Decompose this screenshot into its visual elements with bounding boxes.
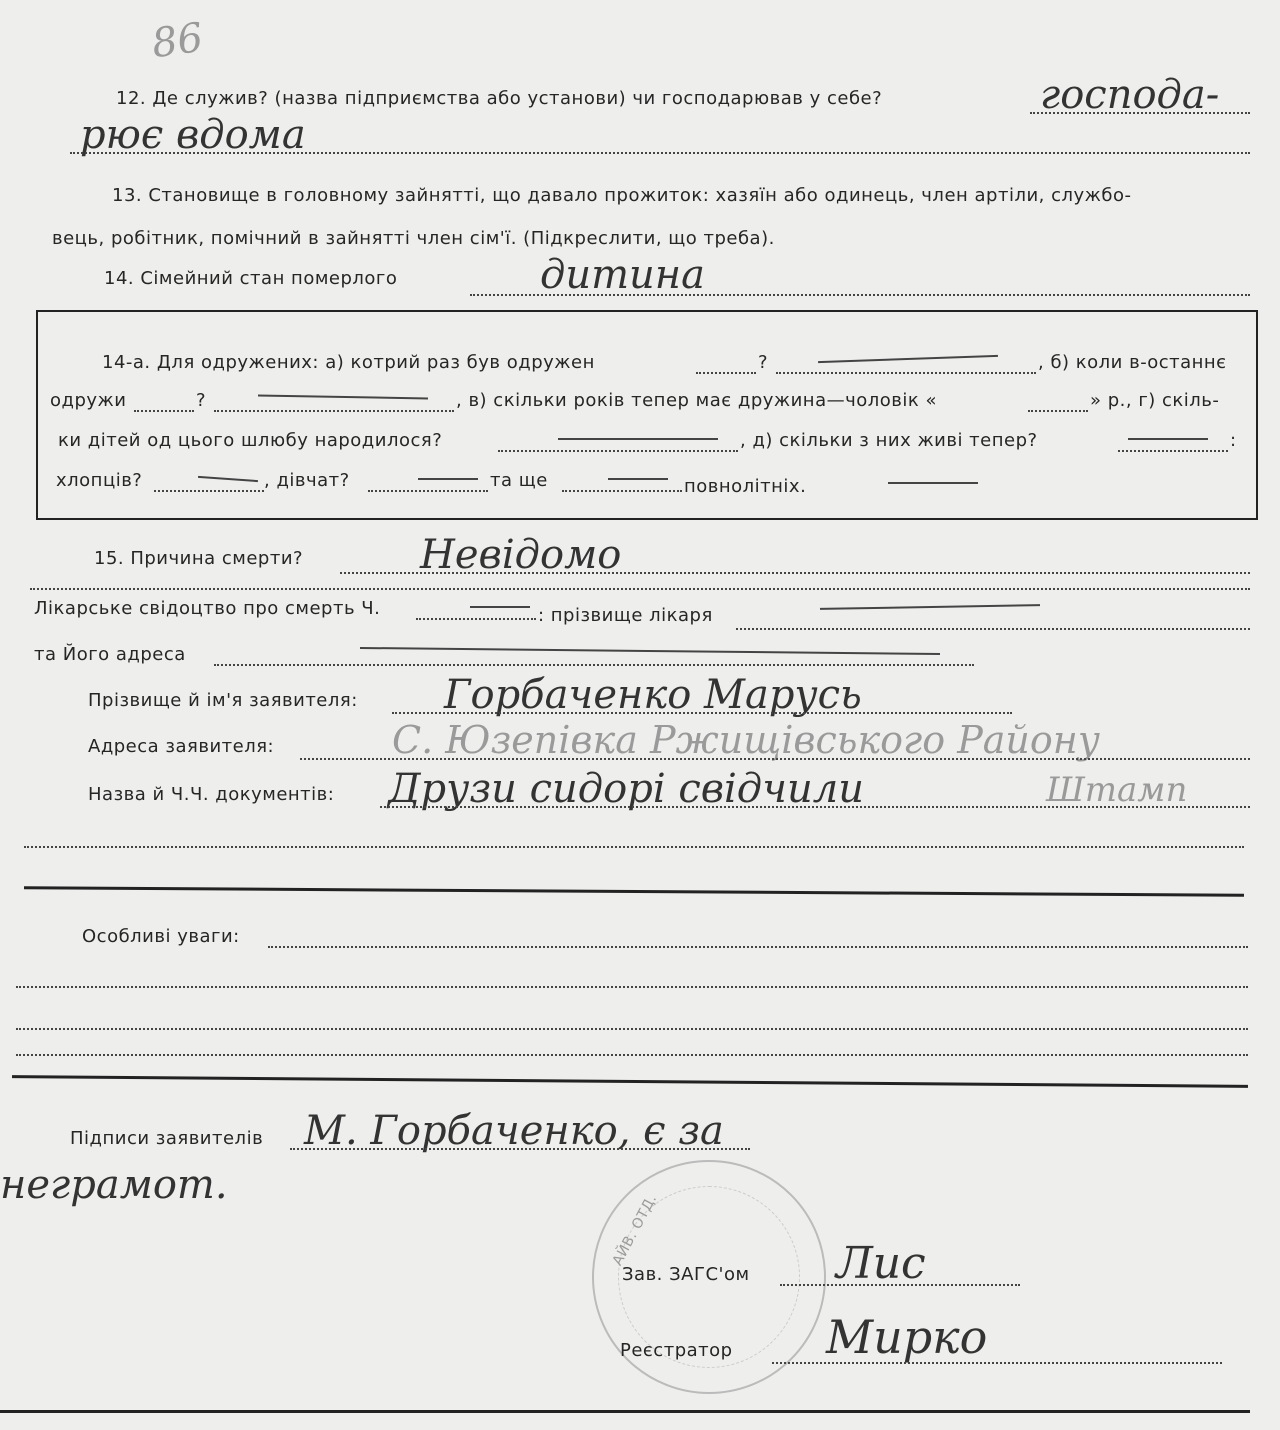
applicant-docs-dots	[380, 806, 1250, 808]
applicants-signature-label: Підписи заявителів	[70, 1128, 264, 1149]
zags-label: Зав. ЗАГС'ом	[622, 1264, 750, 1285]
applicants-signature-value: М. Горбаченко, є за	[304, 1108, 724, 1154]
q12-answer-part2: рює вдома	[80, 112, 306, 158]
medical-certificate-label: Лікарське свідоцтво про смерть Ч.	[34, 598, 381, 619]
q14a-dash-3	[558, 438, 718, 440]
q14-line	[470, 294, 1250, 296]
q15-line-2	[30, 588, 1250, 590]
registrar-signature: Мирко	[826, 1310, 988, 1364]
q14a-adult: повнолітніх.	[684, 476, 807, 497]
q14a-line1-end: , б) коли в-останнє	[1038, 352, 1227, 373]
medical-address-label: та Його адреса	[34, 644, 186, 665]
applicant-docs-faint: Штамп	[1046, 770, 1188, 810]
registrar-label: Реєстратор	[620, 1340, 733, 1361]
q14a-dash-3b	[1128, 438, 1208, 440]
q14a-dots-1a	[696, 372, 756, 374]
official-stamp-text: АЙВ. ОТД.	[609, 1191, 661, 1269]
q13-line1: 13. Становище в головному зайнятті, що давало прожиток: хазяїн або одинець, член артіли, службо-	[112, 185, 1132, 206]
q14a-line2-end: , в) скільки років тепер має дружина—чоловік «	[456, 390, 937, 411]
medical-address-dots	[214, 664, 974, 666]
q14a-dots-3b	[1118, 450, 1228, 452]
q14a-dash-2	[258, 395, 428, 400]
q14a-dots-2a	[134, 410, 194, 412]
applicant-docs-dots-2	[24, 846, 1244, 848]
q14a-line3-end: , д) скільки з них живі тепер?	[740, 430, 1038, 451]
zags-signature: Лис	[836, 1238, 926, 1289]
special-dots-3	[16, 1028, 1248, 1030]
q14a-dash-4b	[418, 478, 478, 480]
applicant-name-label: Прізвище й ім'я заявителя:	[88, 690, 358, 711]
q14a-dash-4c	[608, 478, 668, 480]
q15-label: 15. Причина смерти?	[94, 548, 304, 569]
applicant-address-label: Адреса заявителя:	[88, 736, 275, 757]
medical-doctor-dash	[820, 604, 1040, 610]
q14a-qmark-2: ?	[196, 390, 207, 411]
special-dots-1	[268, 946, 1248, 948]
applicant-docs-value: Друзи сидорі свідчили	[388, 766, 865, 812]
q14a-dots-4a	[154, 490, 264, 492]
applicant-address-value: С. Юзепівка Ржищівського Району	[392, 718, 1100, 762]
q14a-dash-4d	[888, 482, 978, 484]
q14-label: 14. Сімейний стан померлого	[104, 268, 398, 289]
q12-line-2	[70, 152, 1250, 154]
q14a-boys: хлопців?	[56, 470, 143, 491]
q14a-box	[36, 310, 1258, 520]
q12-label: 12. Де служив? (назва підприємства або установи) чи господарював у себе?	[116, 88, 883, 109]
special-dots-2	[16, 986, 1248, 988]
special-dots-4	[16, 1054, 1248, 1056]
q15-answer: Невідомо	[420, 532, 622, 578]
special-label: Особливі уваги:	[82, 926, 240, 947]
applicant-name-value: Горбаченко Марусь	[444, 672, 862, 718]
medical-cert-dots	[416, 618, 536, 620]
separator-2	[12, 1075, 1248, 1088]
q13-line2: вець, робітник, помічний в зайнятті член сім'ї. (Підкреслити, що треба).	[52, 228, 775, 249]
q14a-dots-2c	[1028, 410, 1088, 412]
q14a-dots-3a	[498, 450, 738, 452]
medical-doctor-dots	[736, 628, 1250, 630]
applicants-signature-value2: неграмот.	[0, 1162, 228, 1208]
applicant-address-dots	[300, 758, 1250, 760]
q14a-dots-1b	[776, 372, 1036, 374]
registrar-dots	[772, 1362, 1222, 1364]
q14a-qmark-1: ?	[758, 352, 769, 373]
separator-3	[0, 1410, 1250, 1413]
q14a-line2-start: одружи	[50, 390, 127, 411]
q12-answer-part1: господа-	[1040, 72, 1220, 118]
q14a-girls: , дівчат?	[264, 470, 350, 491]
q14a-dots-2b	[214, 410, 454, 412]
separator-1	[24, 886, 1244, 896]
medical-address-dash	[360, 647, 940, 655]
q14a-dash-4a	[198, 476, 258, 482]
q14a-also: та ще	[490, 470, 548, 491]
q14a-line1: 14-а. Для одружених: а) котрий раз був одружен	[102, 352, 595, 373]
q12-line-1	[1030, 112, 1250, 114]
medical-cert-dash	[470, 606, 530, 608]
q14a-line3-start: ки дітей од цього шлюбу народилося?	[58, 430, 443, 451]
applicant-docs-label: Назва й Ч.Ч. документів:	[88, 784, 335, 805]
applicants-signature-dots	[290, 1148, 750, 1150]
q14a-dots-4c	[562, 490, 682, 492]
medical-doctor-label: : прізвище лікаря	[538, 605, 713, 626]
applicant-name-dots	[392, 712, 1012, 714]
q14a-line2-tail: » р., г) скіль-	[1090, 390, 1220, 411]
q14a-dots-4b	[368, 490, 488, 492]
q15-line	[340, 572, 1250, 574]
zags-dots	[780, 1284, 1020, 1286]
q14a-dash-1	[818, 355, 998, 363]
q14-answer: дитина	[540, 252, 705, 298]
q14a-colon: :	[1230, 430, 1237, 451]
archive-number: 86	[149, 14, 206, 68]
